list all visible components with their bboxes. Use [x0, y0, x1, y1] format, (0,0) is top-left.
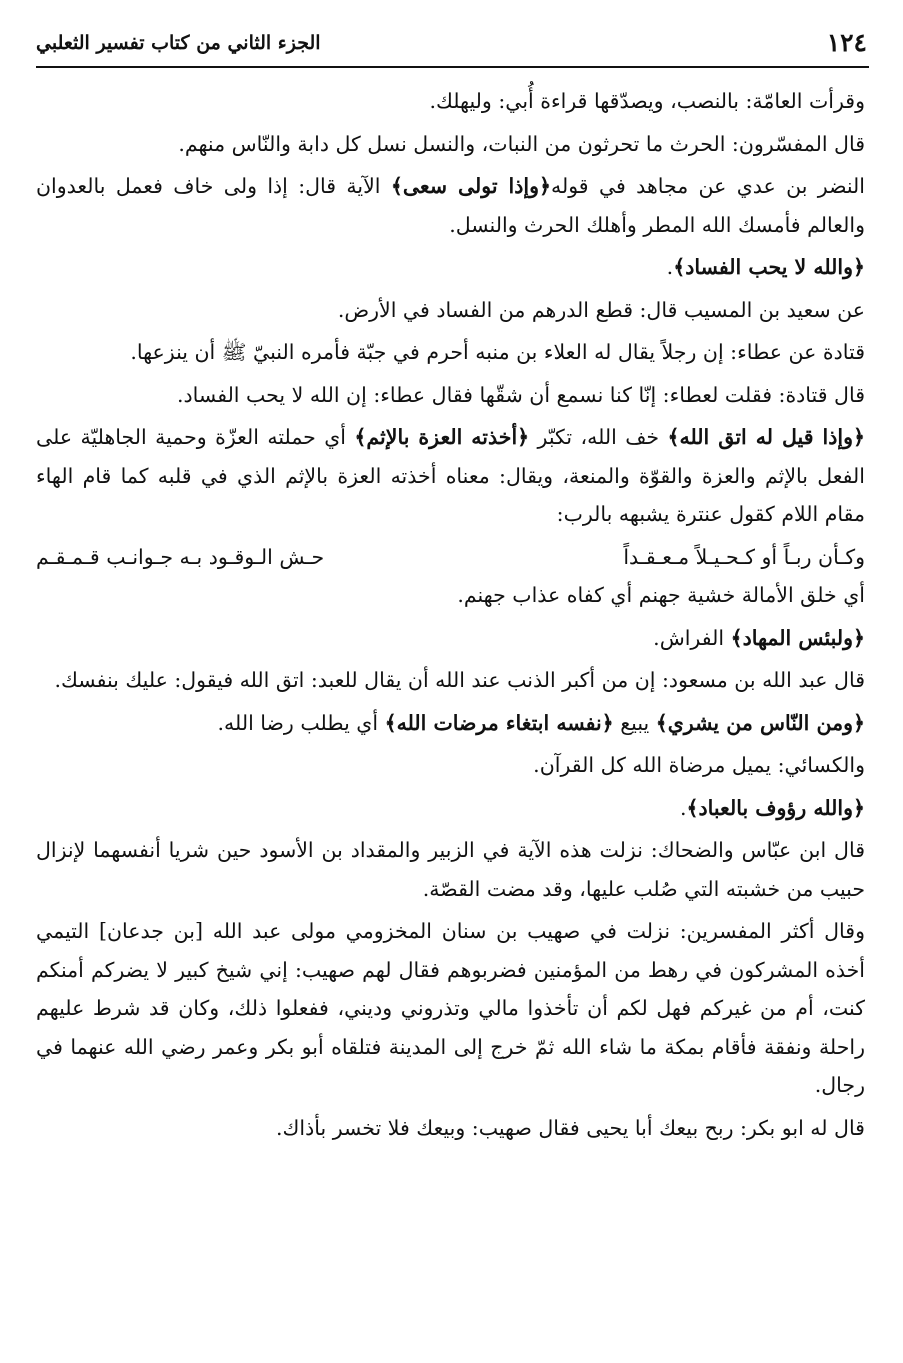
quran-verse: ﴿أخذته العزة بالإثم﴾: [354, 425, 530, 449]
poem-verse: [36, 538, 865, 577]
running-title: الجزء الثاني من كتاب تفسير الثعلبي: [36, 32, 321, 54]
page-number: ١٢٤: [826, 28, 867, 57]
paragraph: قال المفسّرون: الحرث ما تحرثون من النبات، والنسل نسل كل دابة والنّاس منهم.: [178, 131, 865, 156]
paragraph: قال قتادة: فقلت لعطاء: إنّا كنا نسمع أن شقّها فقال عطاء: إن الله لا يحب الفساد.: [177, 382, 865, 407]
poem-second-hemistich: حـش الـوقـود بـه جـوانـب قـمـقـم: [36, 544, 325, 569]
paragraph: ﴿ومن النّاس من يشري﴾ يبيع ﴿نفسه ابتغاء مرضات الله﴾ أي يطلب رضا الله.: [217, 710, 865, 735]
paragraph: أي خلق الأمالة خشية جهنم أي كفاه عذاب جهنم.: [457, 583, 865, 607]
quran-verse: ﴿ولبئس المهاد﴾: [730, 625, 865, 650]
page-header: [36, 28, 869, 68]
paragraph: قال له ابو بكر: ربح بيعك أبا يحيى فقال صهيب: وبيعك فلا تخسر بأذاك.: [276, 1115, 865, 1140]
paragraph: النضر بن عدي عن مجاهد في قوله﴿وإذا تولى سعى﴾ الآية قال: إذا ولى خاف فعمل بالعدوان والعالم فأمسك الله المطر وأهلك الحرث والنسل.: [36, 174, 865, 237]
quran-verse: ﴿وإذا قيل له اتق الله﴾: [667, 425, 865, 449]
paragraph: وقرأت العامّة: بالنصب، ويصدّقها قراءة أُبي: وليهلك.: [429, 89, 865, 113]
poem-first-hemistich: وكـأن ربـاً أو كـحـيـلاً مـعـقـداً: [623, 544, 865, 569]
paragraph: ﴿ولبئس المهاد﴾ الفراش.: [653, 625, 865, 650]
page-body: [36, 82, 865, 1343]
quran-verse: ﴿ومن النّاس من يشري﴾: [655, 710, 865, 735]
quran-verse: ﴿وإذا تولى سعى﴾: [390, 174, 551, 198]
quran-verse: ﴿والله رؤوف بالعباد﴾: [686, 795, 865, 820]
paragraph: والكسائي: يميل مرضاة الله كل القرآن.: [533, 753, 865, 777]
paragraph: وقال أكثر المفسرين: نزلت في صهيب بن سنان المخزومي مولى عبد الله [بن جدعان] التيمي أخذه المشركون في رهط من المؤمنين فضربوهم فقال لهم صهيب: إني شيخ كبير لا يضركم أمنكم كنت، أم من غيركم فهل لكم أن تأخذوا مالي وتذروني وديني، ففعلوا ذلك، وكان قد شرط عليهم راحلة ونفقة فأقام بمكة ما شاء الله ثمّ خرج إلى المدينة فتلقاه أبو بكر وعمر رضي الله عنهما في رجال.: [36, 919, 865, 1097]
paragraph: قال ابن عبّاس والضحاك: نزلت هذه الآية في الزبير والمقداد بن الأسود حين شريا أنفسهما لإنزال حبيب من خشبته التي صُلب عليها، وقد مضت القصّة.: [36, 838, 865, 901]
paragraph: قتادة عن عطاء: إن رجلاً يقال له العلاء بن منبه أحرم في جبّة فأمره النبيّ ﷺ أن ينزعها.: [130, 340, 865, 364]
paragraph: ﴿والله لا يحب الفساد﴾.: [666, 255, 865, 279]
quran-verse: ﴿نفسه ابتغاء مرضات الله﴾: [384, 710, 614, 735]
paragraph: عن سعيد بن المسيب قال: قطع الدرهم من الفساد في الأرض.: [337, 297, 865, 322]
quran-verse: ﴿والله لا يحب الفساد﴾: [673, 255, 865, 279]
paragraph: قال عبد الله بن مسعود: إن من أكبر الذنب عند الله أن يقال للعبد: اتق الله فيقول: عليك بنفسك.: [54, 668, 865, 692]
paragraph: ﴿وإذا قيل له اتق الله﴾ خف الله، تكبّر ﴿أخذته العزة بالإثم﴾ أي حملته العزّة وحمية الجاهليّة على الفعل بالإثم والعزة والقوّة والمنعة، ويقال: معناه أخذته العزة بالإثم الذي في قلبه كما قام الهاء مقام اللام كقول عنترة يشبهه بالرب:: [36, 425, 865, 526]
paragraph: ﴿والله رؤوف بالعباد﴾.: [679, 795, 865, 820]
